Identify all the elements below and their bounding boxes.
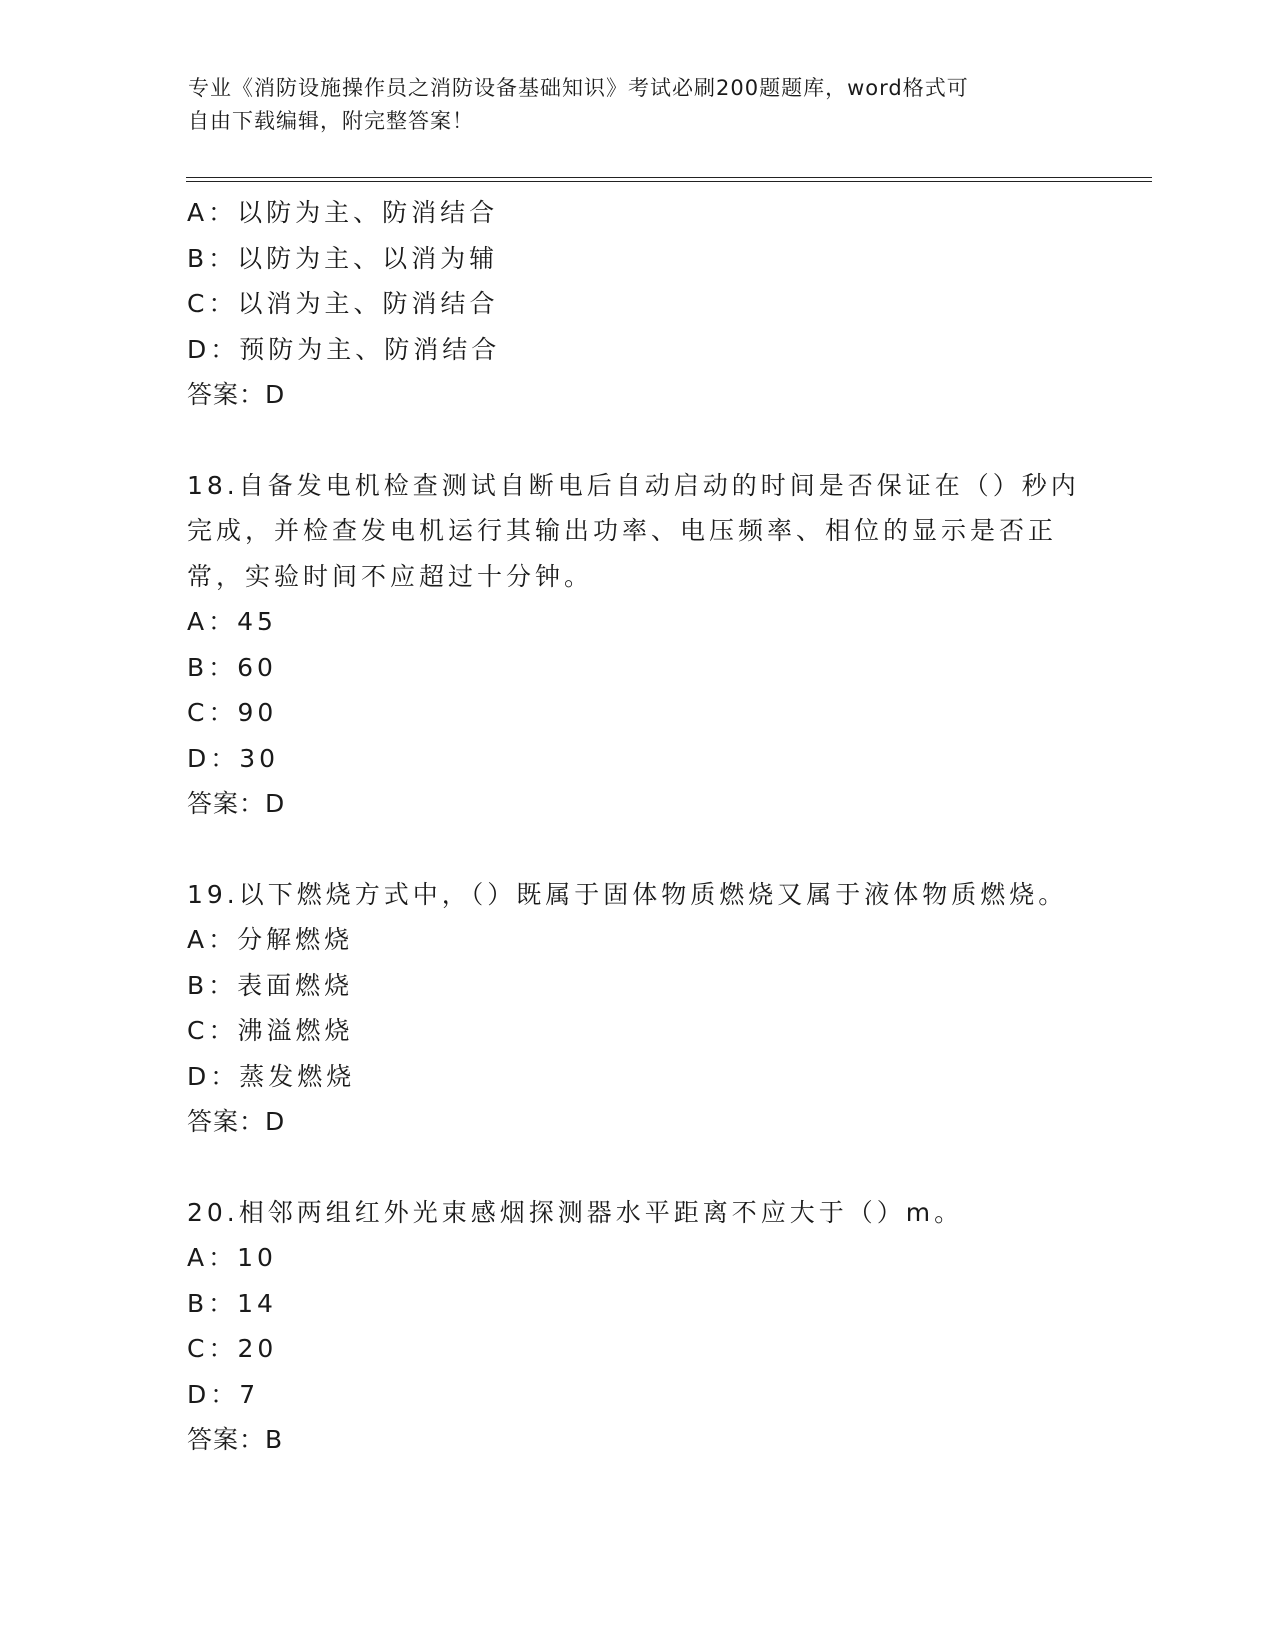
question-20 [187,1190,1087,1463]
option-b: B：以防为主、以消为辅 [187,243,499,273]
header-line-1: 专业《消防设施操作员之消防设备基础知识》考试必刷200题题库，word格式可 [188,76,969,100]
option-a: A：分解燃烧 [187,925,354,954]
header-divider-top [186,177,1152,178]
answer-line: 答案：D [187,789,286,818]
answer-line: 答案：B [187,1425,284,1454]
question-19 [187,872,1087,1145]
option-b: B：14 [187,1288,277,1318]
question-stem-line-1: 19.以下燃烧方式中，（）既属于固体物质燃烧又属于液体物质燃烧。 [187,879,1068,909]
question-stem-line-1: 18.自备发电机检查测试自断电后自动启动的时间是否保证在（）秒内 [187,470,1080,500]
option-c: C：20 [187,1334,278,1363]
option-a: A：45 [187,607,277,636]
option-d: D：7 [187,1379,260,1409]
document-header [188,72,1068,138]
question-list [187,190,1087,1463]
answer-line: 答案：D [187,1107,286,1136]
option-d: D：预防为主、防消结合 [187,334,501,364]
answer-line: 答案：D [187,380,286,409]
option-c: C：沸溢燃烧 [187,1016,354,1045]
question-stem-line-3: 常，实验时间不应超过十分钟。 [187,561,594,591]
option-a: A：以防为主、防消结合 [187,198,499,227]
question-stem-line-1: 20.相邻两组红外光束感烟探测器水平距离不应大于（）m。 [187,1197,964,1227]
option-b: B：60 [187,652,277,682]
option-b: B：表面燃烧 [187,970,354,1000]
option-d: D：蒸发燃烧 [187,1061,356,1091]
question-stem-line-2: 完成，并检查发电机运行其输出功率、电压频率、相位的显示是否正 [187,516,1058,545]
header-divider-bottom [186,181,1152,182]
option-c: C：以消为主、防消结合 [187,289,499,318]
option-a: A：10 [187,1243,277,1272]
header-line-2: 自由下载编辑，附完整答案！ [188,109,474,133]
option-d: D：30 [187,743,280,773]
option-c: C：90 [187,698,278,727]
question-17 [187,190,1087,418]
question-18 [187,463,1087,827]
